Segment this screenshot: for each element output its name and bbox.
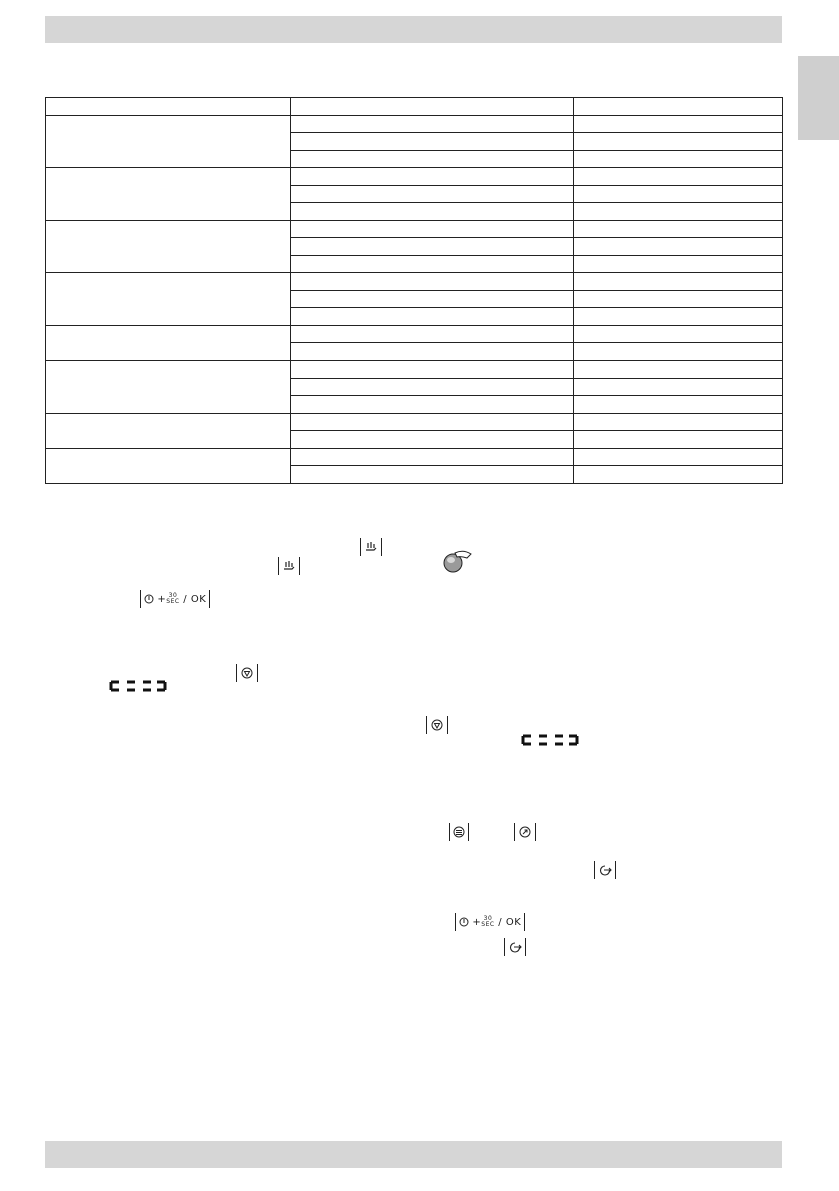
table-cell	[291, 325, 574, 343]
table-header-cell	[291, 98, 574, 116]
start-button-icon	[455, 913, 525, 931]
table-cell	[291, 185, 574, 203]
table-cell	[574, 308, 783, 326]
table-cell	[574, 238, 783, 256]
table-header-cell	[46, 98, 291, 116]
table-cell	[574, 343, 783, 361]
table-cell	[291, 360, 574, 378]
table-cell	[574, 325, 783, 343]
table-cell	[574, 133, 783, 151]
table-cell	[291, 308, 574, 326]
table-cell	[574, 185, 783, 203]
table-group-cell	[46, 413, 291, 448]
steam-icon	[278, 557, 300, 575]
start-sec-label: SEC	[481, 921, 495, 928]
table-cell	[291, 343, 574, 361]
table-cell	[291, 448, 574, 466]
display-blank-segments	[109, 679, 167, 697]
table-cell	[291, 255, 574, 273]
display-blank-segments	[521, 733, 579, 751]
table-group-cell	[46, 360, 291, 413]
table-cell	[574, 396, 783, 414]
table-cell	[574, 255, 783, 273]
table-row	[46, 168, 783, 186]
table-cell	[291, 431, 574, 449]
start-button-icon	[140, 590, 210, 608]
table-cell	[574, 150, 783, 168]
table-group-cell	[46, 273, 291, 326]
table-cell	[574, 290, 783, 308]
start-30-label: 30	[168, 592, 178, 599]
table-group-cell	[46, 325, 291, 360]
table-cell	[291, 466, 574, 484]
steam-icon	[360, 538, 382, 556]
table-row	[46, 115, 783, 133]
crisp-icon	[514, 823, 536, 841]
table-cell	[574, 413, 783, 431]
table-row	[46, 360, 783, 378]
table-cell	[574, 448, 783, 466]
table-cell	[291, 396, 574, 414]
table-cell	[574, 466, 783, 484]
table-cell	[574, 203, 783, 221]
plus-label: +	[157, 594, 167, 605]
table-header-cell	[574, 98, 783, 116]
plus-label: +	[472, 917, 482, 928]
table-group-cell	[46, 115, 291, 168]
table-cell	[291, 220, 574, 238]
specification-table	[45, 97, 783, 484]
table-cell	[574, 360, 783, 378]
table-cell	[574, 168, 783, 186]
table-cell	[574, 115, 783, 133]
table-cell	[291, 115, 574, 133]
table-row	[46, 325, 783, 343]
table-row	[46, 448, 783, 466]
ok-label: / OK	[183, 594, 207, 605]
stop-icon	[426, 716, 448, 734]
table-cell	[291, 203, 574, 221]
table-cell	[291, 133, 574, 151]
start-sec-label: SEC	[166, 598, 180, 605]
table-cell	[574, 220, 783, 238]
table-cell	[291, 273, 574, 291]
table-cell	[291, 168, 574, 186]
stop-icon	[236, 664, 258, 682]
table-row	[46, 273, 783, 291]
grill-icon	[449, 823, 469, 841]
table-row	[46, 413, 783, 431]
start-30-label: 30	[483, 915, 493, 922]
table-group-cell	[46, 220, 291, 273]
table-cell	[291, 378, 574, 396]
header-bar	[45, 16, 782, 43]
table-cell	[574, 378, 783, 396]
table-row	[46, 220, 783, 238]
auto-cook-icon	[504, 938, 526, 956]
footer-bar	[45, 1141, 782, 1168]
table-group-cell	[46, 168, 291, 221]
table-cell	[574, 273, 783, 291]
table-header-row	[46, 98, 783, 116]
table-group-cell	[46, 448, 291, 483]
table-cell	[291, 413, 574, 431]
table-cell	[291, 238, 574, 256]
auto-cook-icon	[594, 861, 616, 879]
table-cell	[291, 290, 574, 308]
ok-label: / OK	[498, 917, 522, 928]
table-cell	[291, 150, 574, 168]
table-cell	[574, 431, 783, 449]
language-side-tab	[798, 56, 839, 140]
control-dial-icon	[441, 548, 473, 579]
